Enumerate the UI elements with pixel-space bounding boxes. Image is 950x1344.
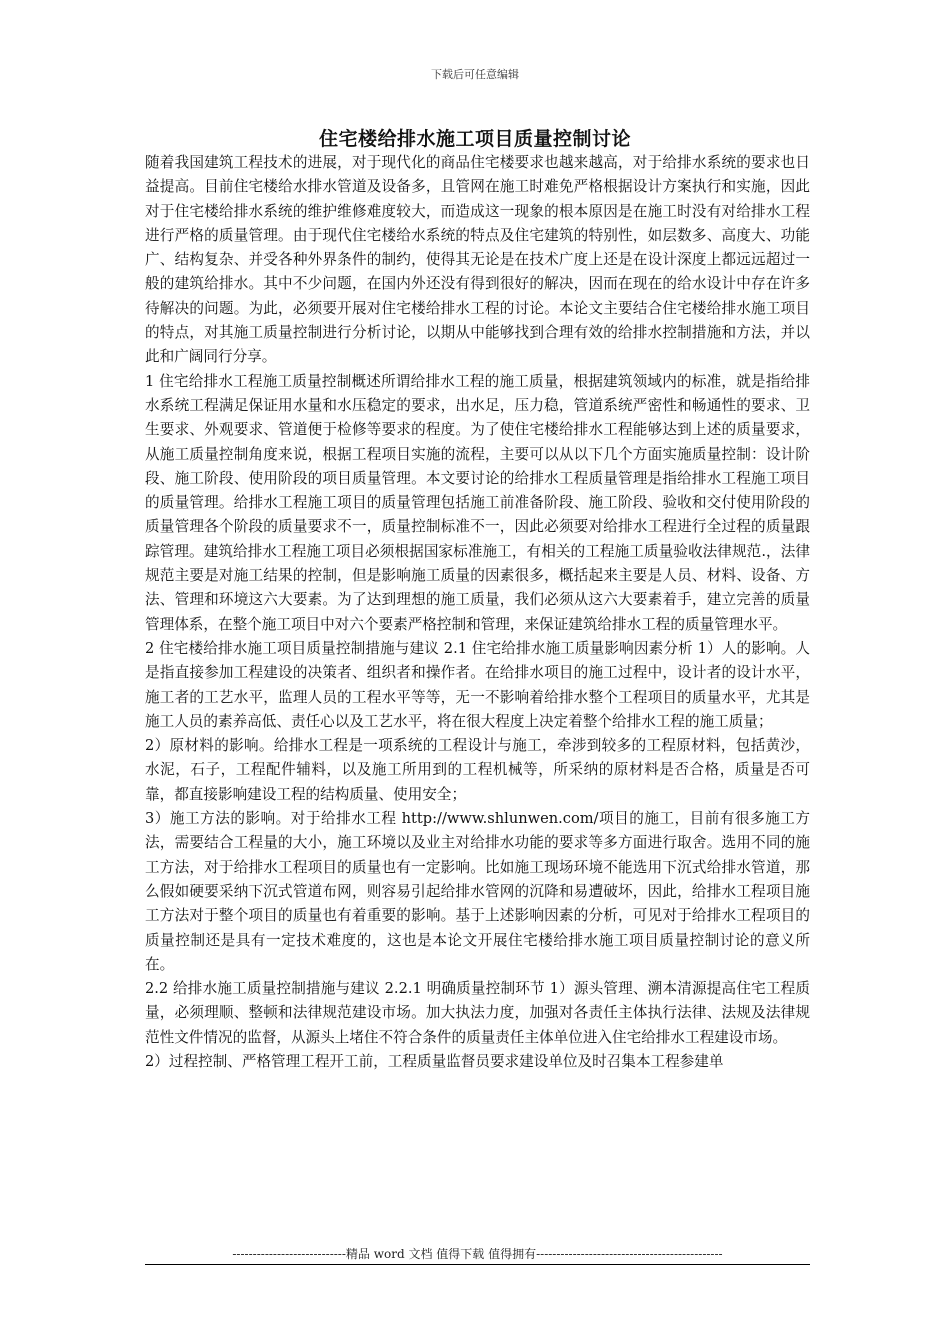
- paragraph-section-1: 1 住宅给排水工程施工质量控制概述所谓给排水工程的施工质量，根据建筑领域内的标准，就是指给排水系统工程满足保证用水量和水压稳定的要求，出水足，压力稳，管道系统严密性和畅通性的要求、卫生要求、外观要求、管道便于检修等要求的程度。为了使住宅楼给排水工程能够达到上述的质量要求，从施工质量控制角度来说，根据工程项目实施的流程，主要可以从以下几个方面实施质量控制：设计阶段、施工阶段、使用阶段的项目质量管理。本文要讨论的给排水工程质量管理是指给排水工程施工项目的质量管理。给排水工程施工项目的质量管理包括施工前准备阶段、施工阶段、验收和交付使用阶段的质量管理各个阶段的质量要求不一，质量控制标准不一，因此必须要对给排水工程进行全过程的质量跟踪管理。建筑给排水工程施工项目必须根据国家标准施工，有相关的工程施工质量验收法律规范.，法律规范主要是对施工结果的控制，但是影响施工质量的因素很多，概括起来主要是人员、材料、设备、方法、管理和环境这六大要素。为了达到理想的施工质量，我们必须从这六大要素着手，建立完善的质量管理体系，在整个施工项目中对六个要素严格控制和管理，来保证建筑给排水工程的质量管理水平。: [145, 372, 810, 633]
- paragraph-section-2-2: 2.2 给排水施工质量控制措施与建议 2.2.1 明确质量控制环节 1）源头管理、溯本清源提高住宅工程质量，必须理顺、整顿和法律规范建设市场。加大执法力度，加强对各责任主体执行法律、法规及法律规范性文件情况的监督，从源头上堵住不符合条件的质量责任主体单位进入住宅给排水工程建设市场。: [145, 980, 810, 1046]
- paragraph-section-2-1: 2 住宅楼给排水施工项目质量控制措施与建议 2.1 住宅给排水施工质量影响因素分析 1）人的影响。人是指直接参加工程建设的决策者、组织者和操作者。在给排水项目的施工过程中，设计者的设计水平，施工者的工艺水平，监理人员的工程水平等等，无一不影响着给排水整个工程项目的质量水平，尤其是施工人员的素养高低、责任心以及工艺水平，将在很大程度上决定着整个给排水工程的施工质量；: [145, 639, 810, 730]
- paragraph-intro: 随着我国建筑工程技术的进展，对于现代化的商品住宅楼要求也越来越高，对于给排水系统的要求也日益提高。目前住宅楼给水排水管道及设备多，且管网在施工时难免严格根据设计方案执行和实施，因此对于住宅楼给排水系统的维护维修难度较大，而造成这一现象的根本原因是在施工时没有对给排水工程进行严格的质量管理。由于现代住宅楼给水系统的特点及住宅建筑的特别性，如层数多、高度大、功能广、结构复杂、并受各种外界条件的制约，使得其无论是在技术广度上还是在设计深度上都远远超过一般的建筑给排水。其中不少问题，在国内外还没有得到很好的解决，因而在现在的给水设计中存在许多待解决的问题。为此，必须要开展对住宅楼给排水工程的讨论。本论文主要结合住宅楼给排水施工项目的特点，对其施工质量控制进行分析讨论，以期从中能够找到合理有效的给排水控制措施和方法，并以此和广阔同行分享。: [145, 154, 810, 366]
- page-footer: ----------------------------精品 word 文档 值得下载 值得拥有----------------------------------------------: [232, 1247, 723, 1261]
- paragraph-process-control: 2）过程控制、严格管理工程开工前，工程质量监督员要求建设单位及时召集本工程参建单: [145, 1052, 724, 1070]
- paragraph-materials: 2）原材料的影响。给排水工程是一项系统的工程设计与施工，牵涉到较多的工程原材料，包括黄沙，水泥，石子，工程配件辅料，以及施工所用到的工程机械等，所采纳的原材料是否合格，质量是否可靠，都直接影响建设工程的结构质量、使用安全；: [145, 737, 810, 803]
- paragraph-methods: 3）施工方法的影响。对于给排水工程 http://www.shlunwen.com/项目的施工，目前有很多施工方法，需要结合工程量的大小，施工环境以及业主对给排水功能的要求等多方面进行取舍。选用不同的施工方法，对于给排水工程项目的质量也有一定影响。比如施工现场环境不能选用下沉式给排水管道，那么假如硬要采纳下沉式管道布网，则容易引起给排水管网的沉降和易遭破坏，因此，给排水工程项目施工方法对于整个项目的质量也有着重要的影响。基于上述影响因素的分析，可见对于给排水工程项目的质量控制还是具有一定技术难度的，这也是本论文开展住宅楼给排水施工项目质量控制讨论的意义所在。: [145, 810, 810, 973]
- document-body: [145, 151, 810, 1074]
- document-title: 住宅楼给排水施工项目质量控制讨论: [318, 128, 631, 150]
- footer-rule: [145, 1264, 810, 1265]
- page-header: 下载后可任意编辑: [431, 68, 519, 81]
